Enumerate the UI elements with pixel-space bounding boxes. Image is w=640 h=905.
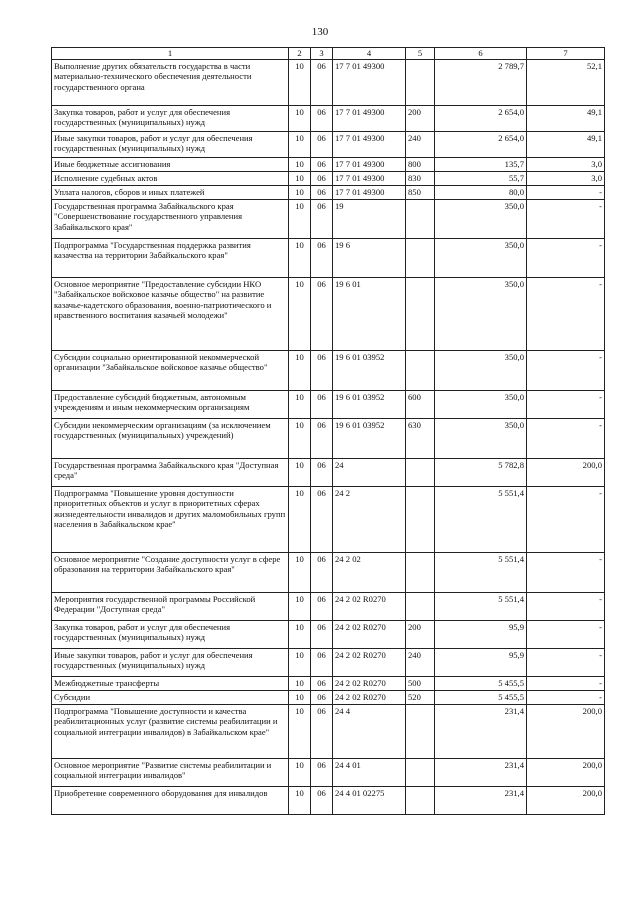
target-article-code: 24 2 [333, 487, 406, 553]
subsection-code: 06 [311, 677, 333, 691]
amount-2: - [527, 677, 605, 691]
row-name: Закупка товаров, работ и услуг для обеспечения государственных (муниципальных) нужд [52, 621, 289, 649]
row-name: Основное мероприятие "Создание доступности услуг в сфере образования на территории Забайкальского края" [52, 553, 289, 593]
target-article-code: 17 7 01 49300 [333, 172, 406, 186]
section-code: 10 [289, 487, 311, 553]
expense-type-code: 200 [406, 106, 435, 132]
section-code: 10 [289, 459, 311, 487]
page-number: 130 [311, 26, 329, 38]
amount: 5 551,4 [435, 487, 527, 553]
amount: 2 654,0 [435, 106, 527, 132]
budget-table [51, 47, 605, 815]
expense-type-code [406, 787, 435, 815]
expense-type-code [406, 239, 435, 278]
row-name: Исполнение судебных актов [52, 172, 289, 186]
target-article-code: 17 7 01 49300 [333, 60, 406, 106]
expense-type-code: 630 [406, 419, 435, 459]
row-name: Государственная программа Забайкальского края "Совершенствование государственного управления Забайкальского края" [52, 200, 289, 239]
amount-2: 49,1 [527, 106, 605, 132]
amount-2: 3,0 [527, 172, 605, 186]
amount: 5 782,8 [435, 459, 527, 487]
amount: 350,0 [435, 278, 527, 351]
section-code: 10 [289, 553, 311, 593]
amount: 95,9 [435, 649, 527, 677]
row-name: Основное мероприятие "Предоставление субсидии НКО "Забайкальское войсковое казачье общество" на развитие казачье-кадетского образования, военно-патриотического и нравственного воспитания казачьей молодежи" [52, 278, 289, 351]
subsection-code: 06 [311, 649, 333, 677]
expense-type-code: 600 [406, 391, 435, 419]
table-row [52, 419, 605, 459]
row-name: Субсидии [52, 691, 289, 705]
column-header-1: 1 [52, 48, 289, 60]
table-row [52, 677, 605, 691]
subsection-code: 06 [311, 158, 333, 172]
target-article-code: 19 6 01 [333, 278, 406, 351]
amount-2: - [527, 553, 605, 593]
amount: 231,4 [435, 759, 527, 787]
amount-2: - [527, 487, 605, 553]
section-code: 10 [289, 593, 311, 621]
target-article-code: 24 2 02 [333, 553, 406, 593]
target-article-code: 24 2 02 R0270 [333, 649, 406, 677]
section-code: 10 [289, 419, 311, 459]
section-code: 10 [289, 621, 311, 649]
expense-type-code [406, 487, 435, 553]
section-code: 10 [289, 391, 311, 419]
section-code: 10 [289, 60, 311, 106]
table-row [52, 158, 605, 172]
expense-type-code [406, 351, 435, 391]
amount-2: 200,0 [527, 459, 605, 487]
target-article-code: 19 [333, 200, 406, 239]
table-row [52, 593, 605, 621]
row-name: Предоставление субсидий бюджетным, автономным учреждениям и иным некоммерческим организациям [52, 391, 289, 419]
subsection-code: 06 [311, 106, 333, 132]
target-article-code: 24 2 02 R0270 [333, 677, 406, 691]
table-row [52, 621, 605, 649]
row-name: Государственная программа Забайкальского края "Доступная среда" [52, 459, 289, 487]
amount: 2 654,0 [435, 132, 527, 158]
column-header-2: 2 [289, 48, 311, 60]
column-header-3: 3 [311, 48, 333, 60]
amount-2: - [527, 200, 605, 239]
section-code: 10 [289, 200, 311, 239]
expense-type-code: 830 [406, 172, 435, 186]
amount-2: 200,0 [527, 759, 605, 787]
target-article-code: 19 6 01 03952 [333, 351, 406, 391]
table-row [52, 391, 605, 419]
subsection-code: 06 [311, 787, 333, 815]
subsection-code: 06 [311, 759, 333, 787]
amount: 350,0 [435, 200, 527, 239]
target-article-code: 19 6 [333, 239, 406, 278]
subsection-code: 06 [311, 351, 333, 391]
amount: 5 455,5 [435, 691, 527, 705]
row-name: Межбюджетные трансферты [52, 677, 289, 691]
expense-type-code [406, 553, 435, 593]
subsection-code: 06 [311, 239, 333, 278]
amount: 231,4 [435, 787, 527, 815]
table-row [52, 759, 605, 787]
subsection-code: 06 [311, 391, 333, 419]
target-article-code: 24 [333, 459, 406, 487]
amount: 350,0 [435, 391, 527, 419]
subsection-code: 06 [311, 705, 333, 759]
row-name: Основное мероприятие "Развитие системы реабилитации и социальной интеграции инвалидов" [52, 759, 289, 787]
expense-type-code: 800 [406, 158, 435, 172]
section-code: 10 [289, 677, 311, 691]
amount-2: - [527, 621, 605, 649]
target-article-code: 19 6 01 03952 [333, 391, 406, 419]
section-code: 10 [289, 351, 311, 391]
amount: 350,0 [435, 239, 527, 278]
row-name: Иные закупки товаров, работ и услуг для обеспечения государственных (муниципальных) нужд [52, 649, 289, 677]
table-row [52, 172, 605, 186]
target-article-code: 24 4 01 [333, 759, 406, 787]
amount: 2 789,7 [435, 60, 527, 106]
expense-type-code [406, 759, 435, 787]
target-article-code: 17 7 01 49300 [333, 106, 406, 132]
column-header-4: 4 [333, 48, 406, 60]
table-row [52, 200, 605, 239]
amount: 5 455,5 [435, 677, 527, 691]
row-name: Мероприятия государственной программы Российской Федерации "Доступная среда" [52, 593, 289, 621]
row-name: Субсидии некоммерческим организациям (за исключением государственных (муниципальных) учреждений) [52, 419, 289, 459]
target-article-code: 24 2 02 R0270 [333, 691, 406, 705]
amount-2: 49,1 [527, 132, 605, 158]
expense-type-code [406, 200, 435, 239]
table-row [52, 239, 605, 278]
amount: 350,0 [435, 351, 527, 391]
amount: 350,0 [435, 419, 527, 459]
section-code: 10 [289, 649, 311, 677]
expense-type-code: 200 [406, 621, 435, 649]
amount-2: 200,0 [527, 705, 605, 759]
row-name: Приобретение современного оборудования для инвалидов [52, 787, 289, 815]
subsection-code: 06 [311, 200, 333, 239]
amount-2: 52,1 [527, 60, 605, 106]
amount: 135,7 [435, 158, 527, 172]
amount-2: - [527, 278, 605, 351]
amount-2: - [527, 351, 605, 391]
subsection-code: 06 [311, 172, 333, 186]
table-row [52, 278, 605, 351]
row-name: Иные закупки товаров, работ и услуг для обеспечения государственных (муниципальных) нужд [52, 132, 289, 158]
target-article-code: 24 4 [333, 705, 406, 759]
amount-2: - [527, 593, 605, 621]
row-name: Подпрограмма "Государственная поддержка развития казачества на территории Забайкальского края" [52, 239, 289, 278]
row-name: Подпрограмма "Повышение уровня доступности приоритетных объектов и услуг в приоритетных сферах жизнедеятельности инвалидов и других маломобильных групп населения в Забайкальском крае" [52, 487, 289, 553]
section-code: 10 [289, 172, 311, 186]
expense-type-code [406, 705, 435, 759]
table-header [52, 48, 605, 60]
section-code: 10 [289, 132, 311, 158]
expense-type-code [406, 278, 435, 351]
expense-type-code: 240 [406, 649, 435, 677]
subsection-code: 06 [311, 60, 333, 106]
amount: 5 551,4 [435, 593, 527, 621]
section-code: 10 [289, 278, 311, 351]
subsection-code: 06 [311, 691, 333, 705]
target-article-code: 17 7 01 49300 [333, 158, 406, 172]
section-code: 10 [289, 705, 311, 759]
table-row [52, 186, 605, 200]
subsection-code: 06 [311, 278, 333, 351]
section-code: 10 [289, 759, 311, 787]
subsection-code: 06 [311, 132, 333, 158]
expense-type-code [406, 593, 435, 621]
amount: 5 551,4 [435, 553, 527, 593]
amount: 55,7 [435, 172, 527, 186]
section-code: 10 [289, 239, 311, 278]
expense-type-code [406, 459, 435, 487]
section-code: 10 [289, 158, 311, 172]
subsection-code: 06 [311, 621, 333, 649]
header-row [52, 48, 605, 60]
row-name: Закупка товаров, работ и услуг для обеспечения государственных (муниципальных) нужд [52, 106, 289, 132]
amount-2: 3,0 [527, 158, 605, 172]
target-article-code: 24 4 01 02275 [333, 787, 406, 815]
subsection-code: 06 [311, 593, 333, 621]
table-row [52, 691, 605, 705]
target-article-code: 24 2 02 R0270 [333, 593, 406, 621]
table-row [52, 106, 605, 132]
target-article-code: 17 7 01 49300 [333, 186, 406, 200]
column-header-6: 6 [435, 48, 527, 60]
amount-2: - [527, 649, 605, 677]
amount-2: - [527, 239, 605, 278]
amount-2: - [527, 691, 605, 705]
expense-type-code: 500 [406, 677, 435, 691]
subsection-code: 06 [311, 419, 333, 459]
table-row [52, 459, 605, 487]
table-row [52, 132, 605, 158]
amount-2: - [527, 391, 605, 419]
section-code: 10 [289, 691, 311, 705]
amount-2: 200,0 [527, 787, 605, 815]
row-name: Выполнение других обязательств государства в части материально-технического обеспечения деятельности государственного органа [52, 60, 289, 106]
amount: 95,9 [435, 621, 527, 649]
expense-type-code: 850 [406, 186, 435, 200]
column-header-7: 7 [527, 48, 605, 60]
table-body [52, 60, 605, 815]
table-row [52, 553, 605, 593]
section-code: 10 [289, 106, 311, 132]
row-name: Уплата налогов, сборов и иных платежей [52, 186, 289, 200]
section-code: 10 [289, 186, 311, 200]
table-row [52, 649, 605, 677]
subsection-code: 06 [311, 487, 333, 553]
subsection-code: 06 [311, 553, 333, 593]
target-article-code: 17 7 01 49300 [333, 132, 406, 158]
table-row [52, 787, 605, 815]
table-row [52, 487, 605, 553]
row-name: Подпрограмма "Повышение доступности и качества реабилитационных услуг (развитие системы реабилитации и социальной интеграции инвалидов) в Забайкальском крае" [52, 705, 289, 759]
table-row [52, 705, 605, 759]
table-row [52, 60, 605, 106]
target-article-code: 19 6 01 03952 [333, 419, 406, 459]
amount-2: - [527, 186, 605, 200]
expense-type-code [406, 60, 435, 106]
column-header-5: 5 [406, 48, 435, 60]
table-row [52, 351, 605, 391]
expense-type-code: 240 [406, 132, 435, 158]
target-article-code: 24 2 02 R0270 [333, 621, 406, 649]
section-code: 10 [289, 787, 311, 815]
expense-type-code: 520 [406, 691, 435, 705]
amount: 80,0 [435, 186, 527, 200]
amount-2: - [527, 419, 605, 459]
row-name: Иные бюджетные ассигнования [52, 158, 289, 172]
subsection-code: 06 [311, 459, 333, 487]
amount: 231,4 [435, 705, 527, 759]
subsection-code: 06 [311, 186, 333, 200]
row-name: Субсидии социально ориентированной некоммерческой организации "Забайкальское войсковое казачье общество" [52, 351, 289, 391]
